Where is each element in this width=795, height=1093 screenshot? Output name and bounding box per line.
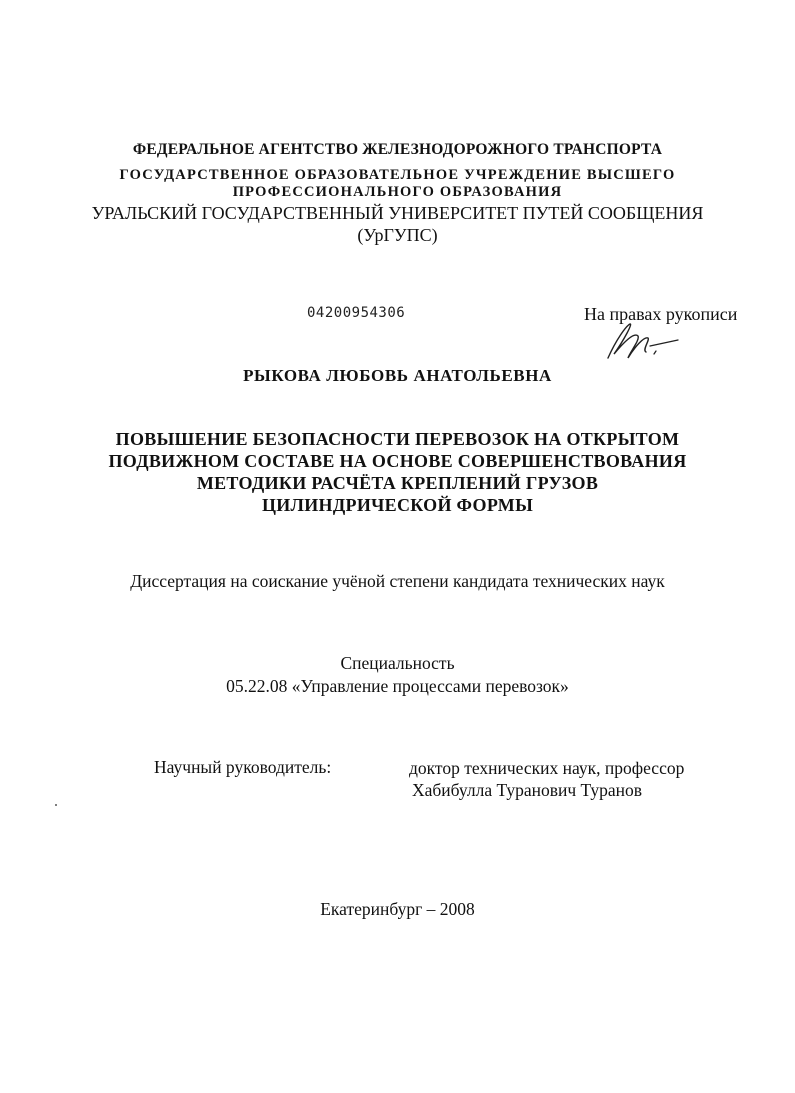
agency-heading: ФЕДЕРАЛЬНОЕ АГЕНТСТВО ЖЕЛЕЗНОДОРОЖНОГО ТРАНСПОРТА (132, 141, 663, 158)
institution-line-2: ПРОФЕССИОНАЛЬНОГО ОБРАЗОВАНИЯ (232, 184, 563, 200)
advisor-label: Научный руководитель: (154, 757, 332, 777)
rights-note: На правах рукописи (584, 304, 738, 324)
specialty-block (0, 652, 795, 698)
institution-line-1: ГОСУДАРСТВЕННОЕ ОБРАЗОВАТЕЛЬНОЕ УЧРЕЖДЕНИЕ ВЫСШЕГО (119, 167, 676, 183)
specialty-label: Специальность (340, 653, 455, 673)
city-year: Екатеринбург – 2008 (320, 899, 475, 919)
advisor-name: Хабибулла Туранович Туранов (412, 780, 642, 800)
registration-code: 04200954306 (307, 305, 406, 321)
university-abbreviation: (УрГУПС) (357, 225, 438, 245)
author-name: РЫКОВА ЛЮБОВЬ АНАТОЛЬЕВНА (243, 366, 552, 385)
title-line: ЦИЛИНДРИЧЕСКОЙ ФОРМЫ (261, 495, 534, 515)
university-heading (0, 202, 795, 246)
signature-mark (600, 318, 680, 366)
degree-statement: Диссертация на соискание учёной степени кандидата технических наук (130, 571, 665, 591)
dissertation-title (0, 428, 795, 516)
specialty-value: 05.22.08 «Управление процессами перевозок» (226, 676, 569, 696)
university-name: УРАЛЬСКИЙ ГОСУДАРСТВЕННЫЙ УНИВЕРСИТЕТ ПУТЕЙ СООБЩЕНИЯ (91, 203, 704, 223)
advisor-rank: доктор технических наук, профессор (409, 758, 685, 778)
title-line: ПОДВИЖНОМ СОСТАВЕ НА ОСНОВЕ СОВЕРШЕНСТВОВАНИЯ (108, 451, 687, 471)
institution-heading (0, 167, 795, 201)
title-line: ПОВЫШЕНИЕ БЕЗОПАСНОСТИ ПЕРЕВОЗОК НА ОТКРЫТОМ (115, 429, 680, 449)
advisor-details (409, 757, 684, 801)
title-line: МЕТОДИКИ РАСЧЁТА КРЕПЛЕНИЙ ГРУЗОВ (196, 473, 599, 493)
speck-mark (55, 804, 57, 806)
